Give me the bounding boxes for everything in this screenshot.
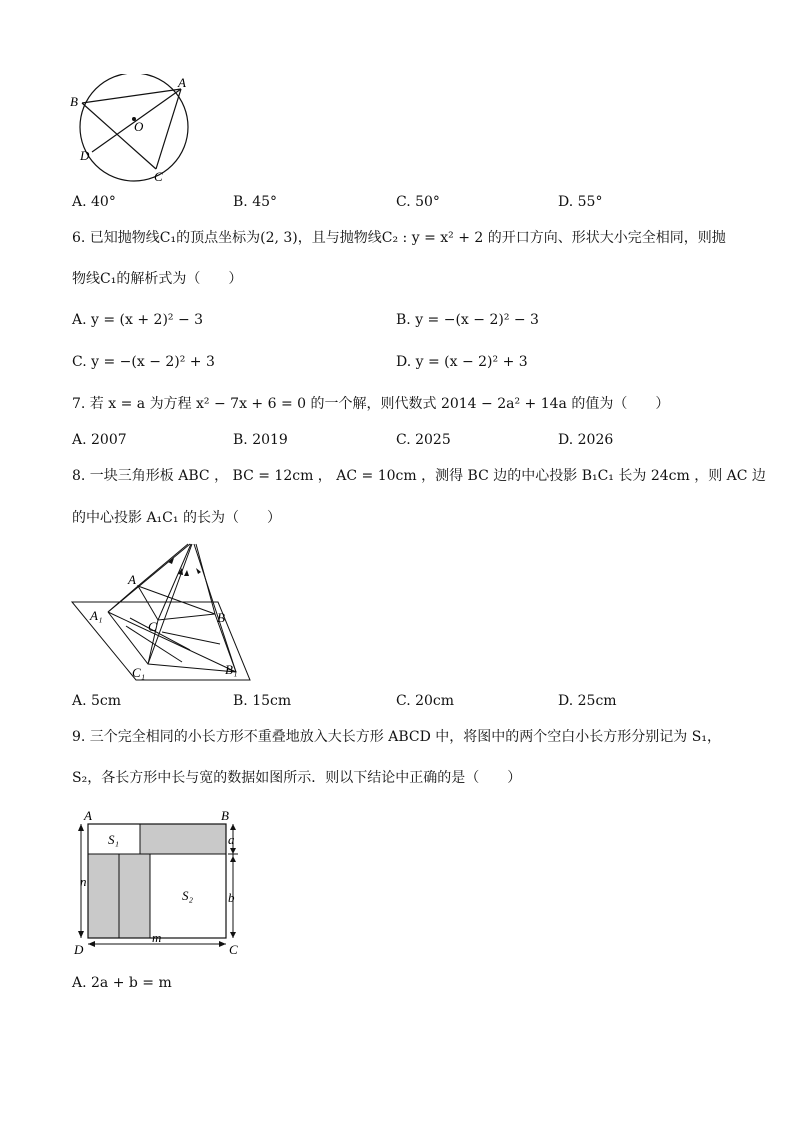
q9-label-D: D <box>74 942 84 957</box>
q9-label-A: A <box>84 808 92 823</box>
q9-label-S2: S₂ <box>182 888 194 903</box>
q7-option-c: C. 2025 <box>396 432 451 448</box>
q8-stem-line2: 的中心投影 A₁C₁ 的长为（ ） <box>72 510 281 526</box>
q8-option-b: B. 15cm <box>233 693 292 709</box>
q8-option-a: A. 5cm <box>72 693 122 709</box>
q6-stem-line2: 物线C₁的解析式为（ ） <box>72 271 243 287</box>
q9-label-S1: S₁ <box>108 832 120 847</box>
q6-option-c: C. y = −(x − 2)² + 3 <box>72 354 215 370</box>
q8-projection-figure <box>70 540 255 685</box>
q8-stem-line1: 8. 一块三角形板 ABC ， BC = 12cm ， AC = 10cm ，测得 BC 边的中心投影 B₁C₁ 长为 24cm ，则 AC 边 <box>72 468 766 484</box>
q8-label-C1: C₁ <box>132 665 146 680</box>
q7-option-a: A. 2007 <box>72 432 127 448</box>
q5-label-C: C <box>154 169 163 184</box>
q7-option-b: B. 2019 <box>233 432 288 448</box>
q9-label-B: B <box>221 808 229 823</box>
q5-label-A: A <box>178 75 186 90</box>
q9-label-a: a <box>228 832 235 847</box>
q5-chord-AC <box>156 89 181 169</box>
q8-label-A: A <box>128 572 136 587</box>
q6-option-b: B. y = −(x − 2)² − 3 <box>396 312 539 328</box>
q8-label-A1: A₁ <box>90 608 103 623</box>
q6-option-d: D. y = (x − 2)² + 3 <box>396 354 528 370</box>
q8-label-B: B <box>217 610 225 625</box>
q5-label-B: B <box>70 94 78 109</box>
q8-arrowheads <box>168 558 201 576</box>
q7-option-d: D. 2026 <box>558 432 614 448</box>
q9-shaded-top <box>140 824 226 854</box>
q9-option-a: A. 2a + b = m <box>72 975 172 991</box>
q9-shaded-left-2 <box>119 854 150 938</box>
q9-rectangle-figure <box>72 806 252 958</box>
q5-chord-BA <box>82 89 181 103</box>
q5-chord-BC <box>82 103 156 169</box>
q9-label-m: m <box>152 930 162 945</box>
q9-label-C: C <box>229 942 238 957</box>
q5-option-a: A. 40° <box>72 194 116 210</box>
q6-stem-line1: 6. 已知抛物线C₁的顶点坐标为(2, 3)，且与抛物线C₂ : y = x² + 2 的开口方向、形状大小完全相同，则抛 <box>72 230 726 246</box>
q5-option-b: B. 45° <box>233 194 278 210</box>
q9-label-b: b <box>228 890 235 905</box>
q5-circle-figure <box>66 74 196 186</box>
q9-stem-line2: S₂，各长方形中长与宽的数据如图所示．则以下结论中正确的是（ ） <box>72 770 522 786</box>
q8-option-d: D. 25cm <box>558 693 617 709</box>
q6-option-a: A. y = (x + 2)² − 3 <box>72 312 204 328</box>
q8-label-B1: B₁ <box>225 662 238 677</box>
q8-label-C: C <box>148 619 157 634</box>
q9-label-n: n <box>80 874 87 889</box>
q9-stem-line1: 9. 三个完全相同的小长方形不重叠地放入大长方形 ABCD 中，将图中的两个空白小长方形分别记为 S₁， <box>72 729 721 745</box>
q7-stem: 7. 若 x = a 为方程 x² − 7x + 6 = 0 的一个解，则代数式 2014 − 2a² + 14a 的值为（ ） <box>72 396 670 412</box>
q5-label-D: D <box>80 148 90 163</box>
q9-shaded-left-1 <box>88 854 119 938</box>
q8-inner-lines <box>126 618 220 662</box>
q5-label-O: O <box>134 119 144 134</box>
q5-option-d: D. 55° <box>558 194 603 210</box>
q8-triangle-ABC <box>138 586 215 620</box>
q5-option-c: C. 50° <box>396 194 440 210</box>
q8-option-c: C. 20cm <box>396 693 455 709</box>
